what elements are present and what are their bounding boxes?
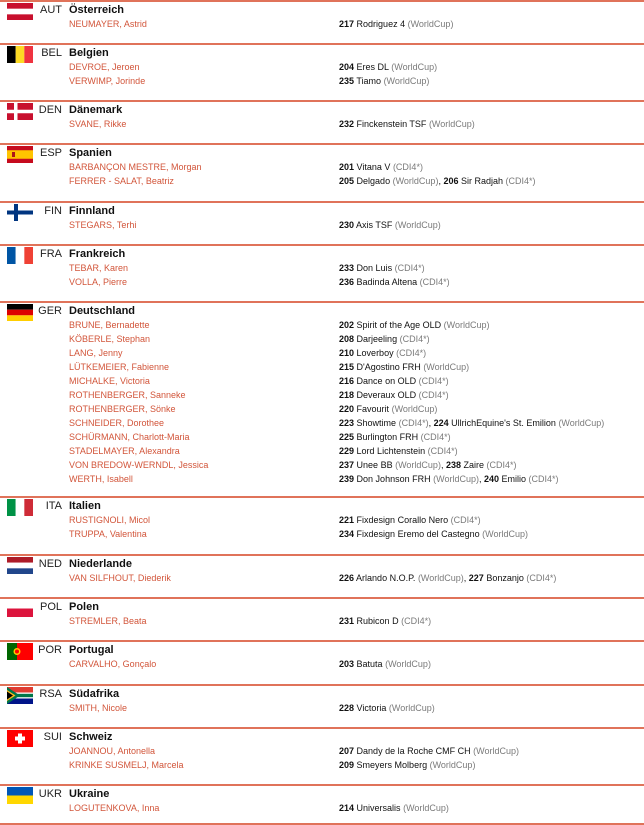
- rider-link[interactable]: VON BREDOW-WERNDL, Jessica: [69, 460, 209, 470]
- entry-row: [0, 430, 644, 444]
- horse-entries: [339, 614, 431, 628]
- country-code: ESP: [39, 147, 62, 159]
- horse-name: Burlington FRH: [356, 432, 419, 442]
- country-name: Südafrika: [69, 688, 120, 700]
- horse-number: 202: [339, 320, 355, 330]
- rider-link[interactable]: KRINKE SUSMELJ, Marcela: [69, 760, 184, 770]
- competition-class: (WorldCup): [385, 659, 431, 669]
- horse-name: Dandy de la Roche CMF CH: [356, 746, 471, 756]
- country-code: ITA: [45, 500, 62, 512]
- entry-row: [0, 416, 644, 430]
- competition-class: (WorldCup): [391, 62, 438, 72]
- rider-link[interactable]: NEUMAYER, Astrid: [69, 19, 147, 29]
- horse-entries: [339, 701, 435, 715]
- rider-link[interactable]: BRUNE, Bernadette: [69, 320, 150, 330]
- horse-entries: [339, 571, 556, 585]
- horse-number: 207: [339, 746, 355, 756]
- competition-class: (CDI4*): [420, 432, 451, 442]
- country-block-esp: [0, 145, 644, 203]
- horse-name: Spirit of the Age OLD: [356, 320, 442, 330]
- horse-name: Showtime: [356, 418, 397, 428]
- entry-row: [0, 388, 644, 402]
- horse-number: 230: [339, 220, 355, 230]
- country-code: FIN: [44, 205, 62, 217]
- horse-name: Deveraux OLD: [356, 390, 417, 400]
- entry-row: [0, 513, 644, 527]
- entry-row: [0, 614, 644, 628]
- horse-entries: [339, 318, 489, 332]
- entry-row: [0, 801, 644, 815]
- horse-name: Rubicon D: [356, 616, 399, 626]
- horse-entries: [339, 402, 437, 416]
- horse-number: 210: [339, 348, 355, 358]
- country-name: Polen: [69, 601, 99, 613]
- rider-link[interactable]: SCHNEIDER, Dorothee: [69, 418, 165, 428]
- entry-row: [0, 360, 644, 374]
- entry-separator: ,: [463, 573, 469, 583]
- entry-separator: ,: [478, 474, 484, 484]
- rider-link[interactable]: JOANNOU, Antonella: [69, 746, 156, 756]
- horse-entries: [339, 416, 604, 430]
- rider-link[interactable]: VERWIMP, Jorinde: [69, 76, 146, 86]
- country-block-pol: [0, 599, 644, 642]
- entry-row: [0, 160, 644, 174]
- competition-class: (WorldCup): [417, 573, 464, 583]
- entry-row: [0, 527, 644, 541]
- competition-class: (WorldCup): [407, 19, 454, 29]
- entry-row: [0, 458, 644, 472]
- horse-number: 203: [339, 659, 355, 669]
- horse-entries: [339, 527, 528, 541]
- horse-entries: [339, 458, 517, 472]
- rider-link[interactable]: VOLLA, Pierre: [69, 277, 128, 287]
- horse-entries: [339, 360, 469, 374]
- horse-number: 234: [339, 529, 355, 539]
- horse-entries: [339, 430, 451, 444]
- horse-entries: [339, 388, 449, 402]
- rider-link[interactable]: VAN SILFHOUT, Diederik: [69, 573, 171, 583]
- horse-entries: [339, 472, 559, 486]
- country-name: Spanien: [69, 147, 112, 159]
- competition-class: (CDI4*): [398, 418, 429, 428]
- horse-number: 240: [483, 474, 499, 484]
- horse-name: Arlando N.O.P.: [356, 573, 416, 583]
- country-block-ger: [0, 303, 644, 498]
- horse-number: 231: [339, 616, 355, 626]
- country-block-por: [0, 642, 644, 686]
- horse-number: 217: [339, 19, 355, 29]
- country-code: BEL: [41, 47, 62, 59]
- country-block-bel: [0, 45, 644, 102]
- country-block-sui: [0, 729, 644, 786]
- country-name: Portugal: [69, 644, 114, 656]
- country-block-ukr: [0, 786, 644, 825]
- competition-class: (CDI4*): [394, 263, 425, 273]
- horse-number: 228: [339, 703, 355, 713]
- competition-class: (CDI4*): [528, 474, 559, 484]
- horse-number: 238: [445, 460, 461, 470]
- horse-entries: [339, 60, 437, 74]
- entry-row: [0, 744, 644, 758]
- horse-entries: [339, 261, 425, 275]
- competition-class: (CDI4*): [418, 376, 449, 386]
- horse-entries: [339, 444, 458, 458]
- horse-entries: [339, 74, 429, 88]
- competition-class: (WorldCup): [388, 703, 435, 713]
- horse-number: 223: [339, 418, 355, 428]
- country-name: Finnland: [69, 205, 115, 217]
- entry-row: [0, 174, 644, 188]
- entry-row: [0, 444, 644, 458]
- horse-number: 239: [339, 474, 355, 484]
- rider-link[interactable]: MICHALKE, Victoria: [69, 376, 150, 386]
- rider-link[interactable]: LOGUTENKOVA, Inna: [69, 803, 160, 813]
- country-name: Frankreich: [69, 248, 126, 260]
- horse-number: 237: [339, 460, 355, 470]
- entry-separator: ,: [440, 460, 446, 470]
- horse-name: Unee BB: [356, 460, 393, 470]
- competition-class: (CDI4*): [399, 334, 430, 344]
- rider-link[interactable]: DEVROE, Jeroen: [69, 62, 140, 72]
- country-code: POR: [38, 644, 62, 656]
- competition-class: (CDI4*): [396, 348, 427, 358]
- competition-class: (WorldCup): [443, 320, 490, 330]
- horse-entries: [339, 657, 431, 671]
- entry-row: [0, 117, 644, 131]
- country-code: POL: [39, 601, 62, 613]
- horse-entries: [339, 275, 450, 289]
- competition-class: (CDI4*): [526, 573, 557, 583]
- horse-name: Loverboy: [356, 348, 394, 358]
- competition-class: (WorldCup): [433, 474, 479, 484]
- country-code: RSA: [39, 688, 62, 700]
- country-block-ita: [0, 498, 644, 556]
- rider-link[interactable]: FERRER - SALAT, Beatriz: [69, 176, 174, 186]
- horse-entries: [339, 801, 449, 815]
- horse-name: Favourit: [356, 404, 390, 414]
- competition-class: (CDI4*): [419, 277, 450, 287]
- country-name: Niederlande: [69, 558, 132, 570]
- horse-name: Sir Radjah: [461, 176, 504, 186]
- horse-name: Tiamo: [356, 76, 382, 86]
- rider-link[interactable]: STEGARS, Terhi: [69, 220, 137, 230]
- horse-number: 201: [339, 162, 355, 172]
- country-code: AUT: [40, 4, 62, 16]
- horse-name: D'Agostino FRH: [356, 362, 421, 372]
- competition-class: (CDI4*): [486, 460, 517, 470]
- country-code: FRA: [40, 248, 62, 260]
- competition-class: (WorldCup): [391, 404, 438, 414]
- horse-number: 233: [339, 263, 355, 273]
- entry-separator: ,: [428, 418, 434, 428]
- competition-class: (WorldCup): [423, 362, 470, 372]
- horse-name: Fixdesign Eremo del Castegno: [356, 529, 480, 539]
- horse-name: Darjeeling: [356, 334, 398, 344]
- horse-number: 218: [339, 390, 355, 400]
- rider-link[interactable]: WERTH, Isabell: [69, 474, 133, 484]
- entry-row: [0, 218, 644, 232]
- country-block-fin: [0, 203, 644, 246]
- horse-number: 215: [339, 362, 355, 372]
- horse-name: Eres DL: [356, 62, 389, 72]
- horse-number: 206: [443, 176, 459, 186]
- entry-row: [0, 472, 644, 486]
- horse-name: Fixdesign Corallo Nero: [356, 515, 449, 525]
- country-code: SUI: [43, 731, 62, 743]
- horse-number: 220: [339, 404, 355, 414]
- entry-row: [0, 701, 644, 715]
- rider-link[interactable]: STREMLER, Beata: [69, 616, 147, 626]
- country-name: Dänemark: [69, 104, 123, 116]
- rider-link[interactable]: KÖBERLE, Stephan: [69, 334, 151, 344]
- horse-name: Badinda Altena: [356, 277, 418, 287]
- rider-link[interactable]: STADELMAYER, Alexandra: [69, 446, 180, 456]
- entry-row: [0, 571, 644, 585]
- rider-link[interactable]: ROTHENBERGER, Sanneke: [69, 390, 186, 400]
- horse-entries: [339, 174, 536, 188]
- entry-row: [0, 374, 644, 388]
- horse-name: Axis TSF: [356, 220, 393, 230]
- competition-class: (WorldCup): [383, 76, 430, 86]
- horse-name: Rodriguez 4: [356, 19, 406, 29]
- rider-link[interactable]: SCHÜRMANN, Charlott-Maria: [69, 432, 190, 442]
- horse-number: 205: [339, 176, 355, 186]
- horse-name: Bonzanjo: [486, 573, 524, 583]
- horse-number: 204: [339, 62, 355, 72]
- horse-number: 221: [339, 515, 355, 525]
- country-code: UKR: [38, 788, 62, 800]
- horse-name: Lord Lichtenstein: [356, 446, 426, 456]
- horse-entries: [339, 117, 475, 131]
- horse-number: 214: [339, 803, 355, 813]
- horse-entries: [339, 218, 441, 232]
- competition-class: (WorldCup): [428, 119, 475, 129]
- horse-name: Zaire: [463, 460, 485, 470]
- country-name: Österreich: [69, 4, 125, 16]
- horse-entries: [339, 374, 449, 388]
- competition-class: (WorldCup): [429, 760, 476, 770]
- entry-row: [0, 275, 644, 289]
- horse-name: Emilio: [501, 474, 527, 484]
- horse-name: Don Luis: [356, 263, 393, 273]
- horse-entries: [339, 332, 430, 346]
- country-block-rsa: [0, 686, 644, 729]
- country-name: Deutschland: [69, 305, 136, 317]
- competition-class: (WorldCup): [558, 418, 605, 428]
- horse-number: 209: [339, 760, 355, 770]
- horse-entries: [339, 758, 475, 772]
- country-name: Ukraine: [69, 788, 110, 800]
- horse-entries: [339, 160, 423, 174]
- horse-name: Universalis: [356, 803, 401, 813]
- competition-class: (WorldCup): [482, 529, 528, 539]
- horse-number: 225: [339, 432, 355, 442]
- country-block-den: [0, 102, 644, 145]
- country-name: Belgien: [69, 47, 109, 59]
- entry-row: [0, 261, 644, 275]
- horse-number: 226: [339, 573, 355, 583]
- horse-number: 232: [339, 119, 355, 129]
- rider-link[interactable]: TEBAR, Karen: [69, 263, 129, 273]
- country-name: Italien: [69, 500, 101, 512]
- rider-link[interactable]: CARVALHO, Gonçalo: [69, 659, 157, 669]
- competition-class: (CDI4*): [401, 616, 432, 626]
- horse-name: Don Johnson FRH: [356, 474, 431, 484]
- competition-class: (CDI4*): [450, 515, 481, 525]
- entry-row: [0, 332, 644, 346]
- horse-number: 236: [339, 277, 355, 287]
- rider-link[interactable]: TRUPPA, Valentina: [69, 529, 147, 539]
- country-block-ned: [0, 556, 644, 599]
- entry-row: [0, 758, 644, 772]
- rider-link[interactable]: BARBANÇON MESTRE, Morgan: [69, 162, 202, 172]
- horse-number: 208: [339, 334, 355, 344]
- country-code: DEN: [38, 104, 62, 116]
- country-code: NED: [38, 558, 62, 570]
- competition-class: (CDI4*): [392, 162, 423, 172]
- horse-number: 224: [433, 418, 449, 428]
- country-block-aut: [0, 2, 644, 45]
- competition-class: (WorldCup): [395, 460, 441, 470]
- competition-class: (WorldCup): [473, 746, 519, 756]
- horse-entries: [339, 744, 519, 758]
- country-block-fra: [0, 246, 644, 303]
- horse-number: 229: [339, 446, 355, 456]
- horse-entries: [339, 513, 481, 527]
- horse-name: Delgado: [356, 176, 391, 186]
- entry-row: [0, 318, 644, 332]
- horse-number: 216: [339, 376, 355, 386]
- horse-number: 227: [468, 573, 484, 583]
- entry-row: [0, 346, 644, 360]
- entry-row: [0, 402, 644, 416]
- competition-class: (WorldCup): [392, 176, 439, 186]
- rider-link[interactable]: LANG, Jenny: [69, 348, 123, 358]
- horse-name: UllrichEquine's St. Emilion: [451, 418, 556, 428]
- horse-entries: [339, 346, 426, 360]
- horse-name: Victoria: [356, 703, 387, 713]
- rider-link[interactable]: ROTHENBERGER, Sönke: [69, 404, 176, 414]
- horse-name: Vitana V: [356, 162, 391, 172]
- horse-name: Batuta: [356, 659, 383, 669]
- rider-link[interactable]: SVANE, Rikke: [69, 119, 127, 129]
- competition-class: (CDI4*): [505, 176, 536, 186]
- competition-class: (CDI4*): [418, 390, 449, 400]
- horse-number: 235: [339, 76, 355, 86]
- competition-class: (CDI4*): [427, 446, 458, 456]
- entry-separator: ,: [438, 176, 444, 186]
- rider-link[interactable]: LÜTKEMEIER, Fabienne: [69, 362, 170, 372]
- horse-name: Finckenstein TSF: [356, 119, 427, 129]
- rider-link[interactable]: RUSTIGNOLI, Micol: [69, 515, 151, 525]
- rider-link[interactable]: SMITH, Nicole: [69, 703, 128, 713]
- competition-class: (WorldCup): [394, 220, 441, 230]
- horse-entries: [339, 17, 453, 31]
- horse-name: Smeyers Molberg: [356, 760, 428, 770]
- entry-row: [0, 60, 644, 74]
- country-code: GER: [38, 305, 62, 317]
- country-name: Schweiz: [69, 731, 113, 743]
- horse-name: Dance on OLD: [356, 376, 417, 386]
- entry-row: [0, 17, 644, 31]
- entry-row: [0, 74, 644, 88]
- entry-row: [0, 657, 644, 671]
- competition-class: (WorldCup): [403, 803, 449, 813]
